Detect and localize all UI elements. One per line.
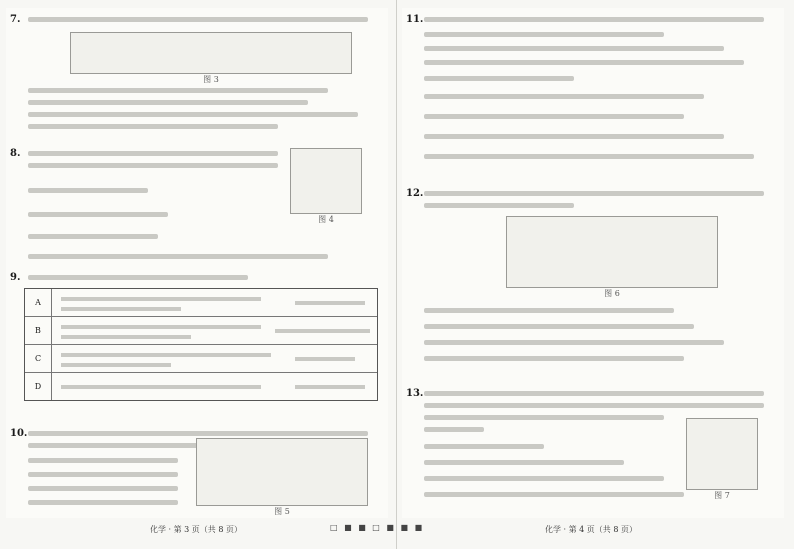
page-fold <box>396 0 397 549</box>
figure-6: 图 6 <box>506 216 718 288</box>
figure-4: 图 4 <box>290 148 362 214</box>
question-8 <box>10 148 384 266</box>
question-number: 8. <box>10 148 21 159</box>
binding-marks: □ ■ ■ □ ■ ■ ■ <box>330 523 425 532</box>
question-13 <box>406 388 780 520</box>
question-7 <box>10 14 384 134</box>
question-number: 10. <box>10 428 28 439</box>
left-page <box>6 8 388 518</box>
table-row: A <box>25 289 377 317</box>
page-footer-right: 化学 · 第 4 页（共 8 页） <box>545 525 637 534</box>
table-row: C <box>25 345 377 373</box>
question-10 <box>10 428 384 520</box>
figure-5: 图 5 <box>196 438 368 506</box>
figure-7: 图 7 <box>686 418 758 490</box>
question-11 <box>406 14 780 184</box>
question-number: 7. <box>10 14 21 25</box>
question-number: 13. <box>406 388 424 399</box>
figure-3: 图 3 <box>70 32 352 74</box>
question-12 <box>406 188 780 388</box>
question-number: 12. <box>406 188 424 199</box>
question-9-table <box>24 288 378 401</box>
table-row: B <box>25 317 377 345</box>
question-9 <box>10 272 384 422</box>
question-number: 11. <box>406 14 424 25</box>
table-row: D <box>25 373 377 400</box>
question-number: 9. <box>10 272 21 283</box>
page-footer-left: 化学 · 第 3 页（共 8 页） <box>150 525 242 534</box>
right-page <box>402 8 784 518</box>
